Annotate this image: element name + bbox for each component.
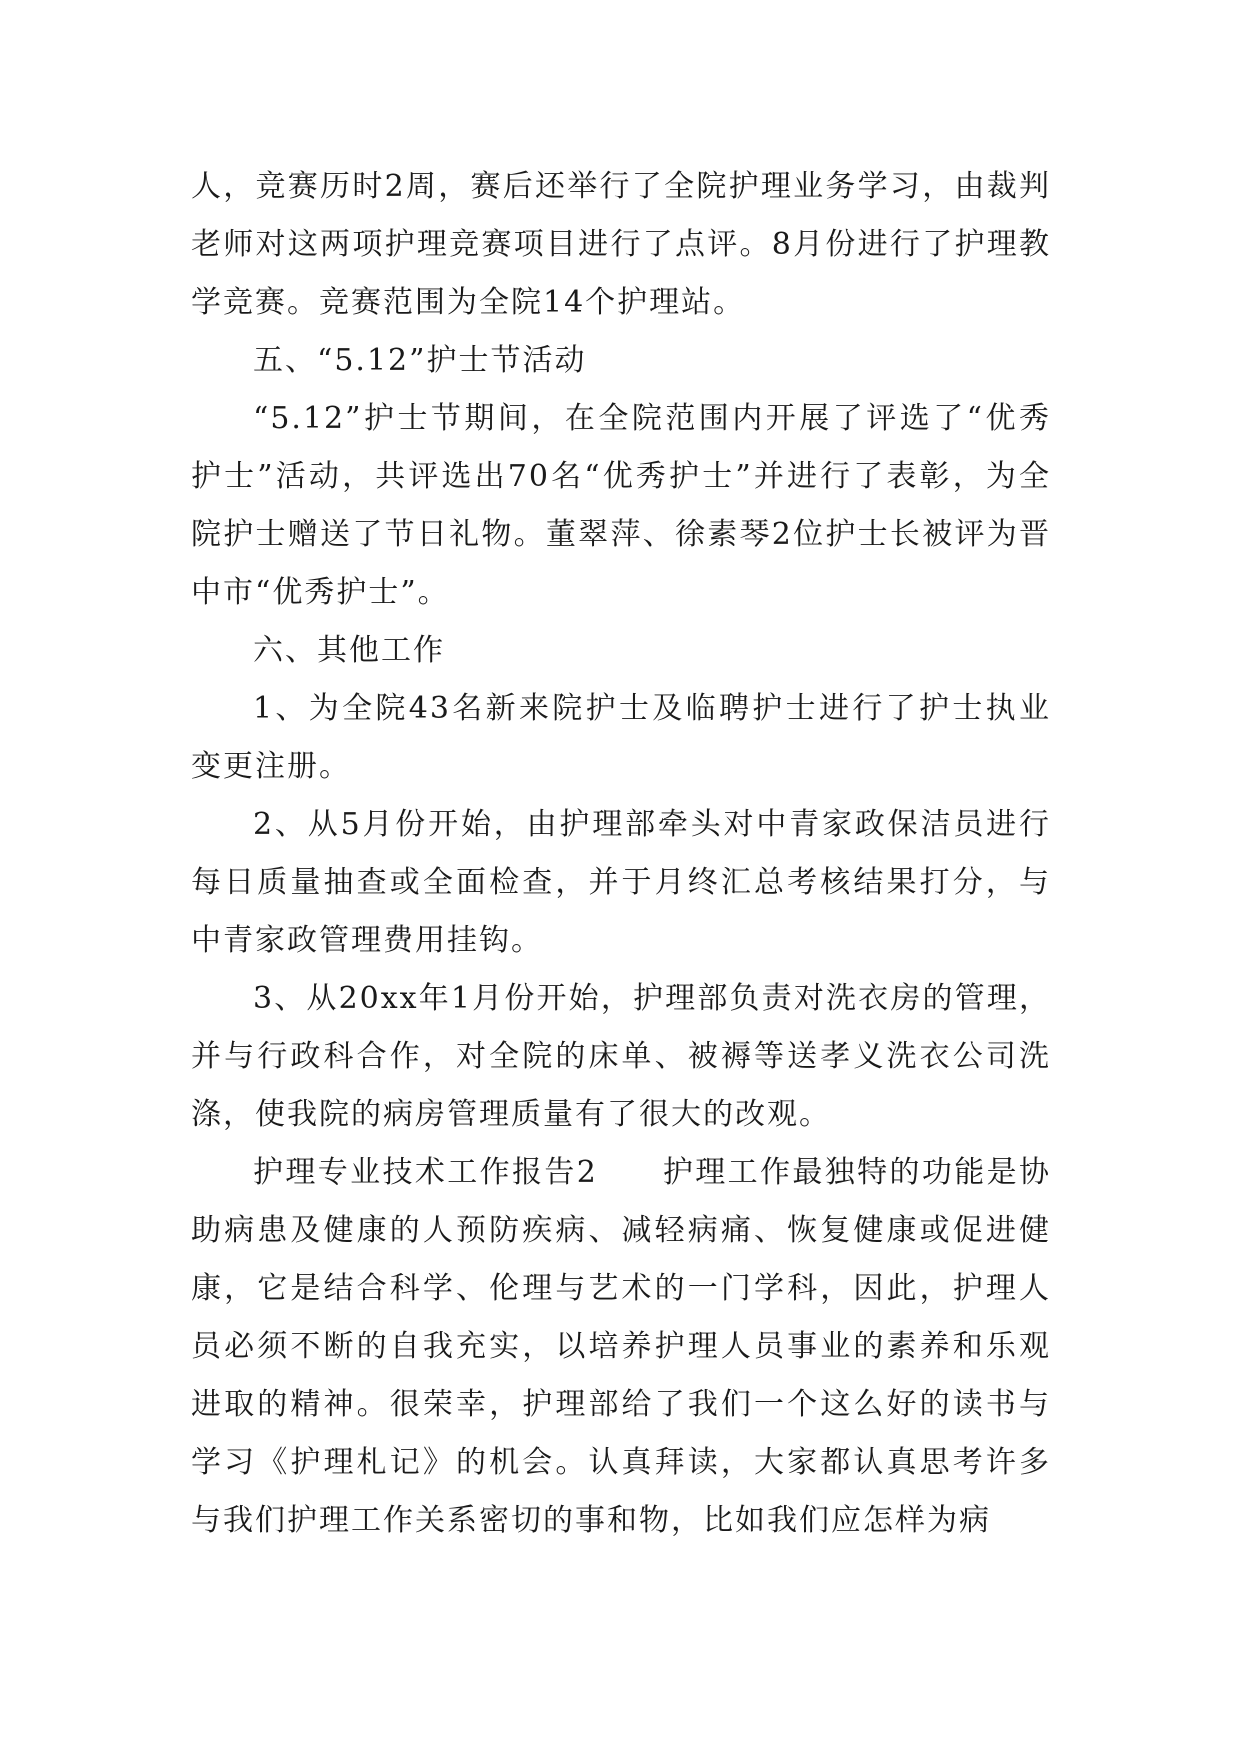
paragraph-report-2: 护理专业技术工作报告2 护理工作最独特的功能是协助病患及健康的人预防疾病、减轻病痛、恢复健康或促进健康，它是结合科学、伦理与艺术的一门学科，因此，护理人员必须不断的自我充实，以培养护理人员事业的素养和乐观进取的精神。很荣幸，护理部给了我们一个这么好的读书与学习《护理札记》的机会。认真拜读，大家都认真思考许多与我们护理工作关系密切的事和物，比如我们应怎样为病 [191,1155,1051,1538]
heading-other-work: 六、其他工作 [253,633,445,668]
paragraph-nurses-day: “5.12”护士节期间，在全院范围内开展了评选了“优秀护士”活动，共评选出70名“优秀护士”并进行了表彰，为全院护士赠送了节日礼物。董翠萍、徐素琴2位护士长被评为晋中市“优秀护士”。 [191,401,1051,610]
document-body [191,158,1051,1550]
paragraph-competition-continued: 人，竞赛历时2周，赛后还举行了全院护理业务学习，由裁判老师对这两项护理竞赛项目进行了点评。8月份进行了护理教学竞赛。竞赛范围为全院14个护理站。 [191,169,1051,320]
paragraph-item-3: 3、从20xx年1月份开始，护理部负责对洗衣房的管理，并与行政科合作，对全院的床单、被褥等送孝义洗衣公司洗涤，使我院的病房管理质量有了很大的改观。 [191,981,1051,1132]
paragraph-item-2: 2、从5月份开始，由护理部牵头对中青家政保洁员进行每日质量抽查或全面检查，并于月终汇总考核结果打分，与中青家政管理费用挂钩。 [191,807,1051,958]
paragraph-item-1: 1、为全院43名新来院护士及临聘护士进行了护士执业变更注册。 [191,691,1051,784]
heading-nurses-day: 五、“5.12”护士节活动 [253,343,587,378]
